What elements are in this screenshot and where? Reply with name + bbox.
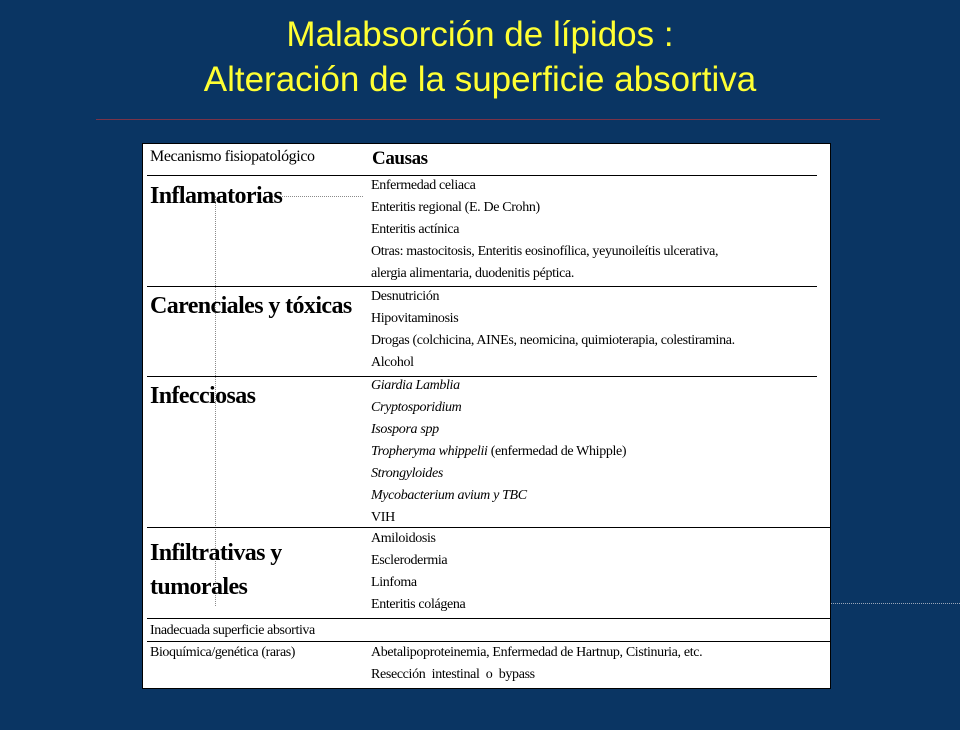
header-causes: Causas: [372, 148, 428, 169]
cause-item: Enfermedad celiaca: [371, 178, 476, 193]
row-causes-infecciosas: [371, 375, 826, 529]
causes-table: [142, 143, 831, 689]
row-causes-inadecuada: [371, 620, 826, 730]
cause-item: Hipovitaminosis: [371, 311, 459, 326]
cause-item: Mycobacterium avium y TBC: [371, 488, 527, 503]
cause-item: Alcohol: [371, 355, 414, 370]
cause-item: Desnutrición: [371, 289, 440, 304]
row-causes-carenciales: [371, 286, 826, 374]
title-line-1: Malabsorción de lípidos :: [286, 15, 674, 54]
cause-item: VIH: [371, 510, 395, 525]
row-mechanism-bioquimica: Bioquímica/genética (raras): [150, 645, 296, 660]
cause-item: Amiloidosis: [371, 531, 436, 546]
row-mechanism-carenciales: Carenciales y tóxicas: [150, 293, 352, 319]
cause-item: Esclerodermia: [371, 553, 448, 568]
decorative-dotted-line: [830, 603, 960, 604]
header-mechanism: Mecanismo fisiopatológico: [150, 148, 315, 165]
cause-item: Giardia Lamblia: [371, 378, 460, 393]
row-causes-inflamatorias: [371, 175, 826, 285]
row-causes-bioquimica: [371, 642, 826, 664]
row-mechanism-inflamatorias: Inflamatorias: [150, 183, 283, 209]
cause-item: Enteritis colágena: [371, 597, 466, 612]
cause-item: Enteritis regional (E. De Crohn): [371, 200, 540, 215]
cause-item: Cryptosporidium: [371, 400, 462, 415]
cause-item: Resección intestinal o bypass: [371, 667, 535, 682]
title-divider: [96, 119, 880, 120]
cause-item: Strongyloides: [371, 466, 443, 481]
row-causes-infiltrativas: [371, 528, 826, 616]
cause-item: Enteritis actínica: [371, 222, 460, 237]
row-mechanism-inadecuada: Inadecuada superficie absortiva: [150, 623, 315, 638]
title-line-2: Alteración de la superficie absortiva: [203, 60, 757, 99]
cause-item: Linfoma: [371, 575, 417, 590]
cause-item: Otras: mastocitosis, Enteritis eosinofílica, yeyunoileítis ulcerativa,: [371, 244, 719, 259]
cause-item: Drogas (colchicina, AINEs, neomicina, quimioterapia, colestiramina.: [371, 333, 735, 348]
cause-item: Isospora spp: [371, 422, 439, 437]
row-mechanism-infiltrativas: Infiltrativas y tumorales: [150, 540, 282, 600]
row-mechanism-infecciosas: Infecciosas: [150, 383, 256, 409]
cause-item: alergia alimentaria, duodenitis péptica.: [371, 266, 575, 281]
slide-title: [0, 12, 960, 102]
cause-item: Abetalipoproteinemia, Enfermedad de Hartnup, Cistinuria, etc.: [371, 645, 703, 660]
cause-organism: Tropheryma whippelii: [371, 444, 488, 459]
row-divider: [147, 618, 830, 619]
cause-item: [371, 441, 826, 463]
cause-note: (enfermedad de Whipple): [487, 444, 627, 459]
